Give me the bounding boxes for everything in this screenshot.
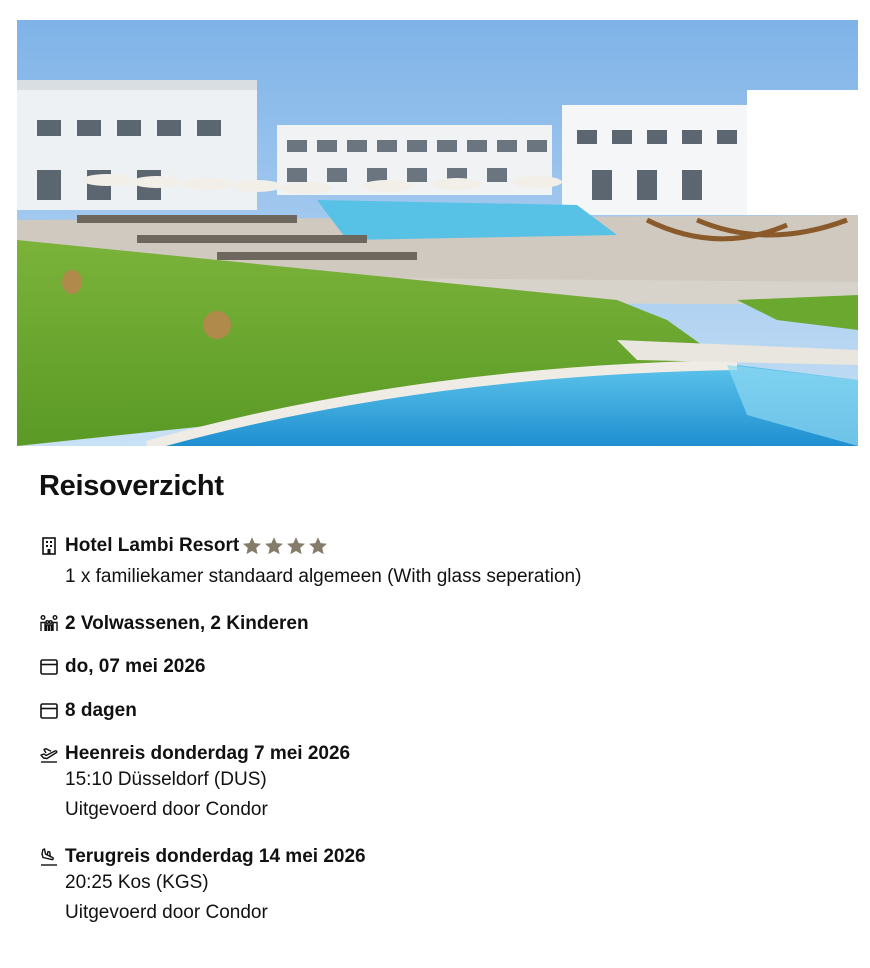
return-title: Terugreis donderdag 14 mei 2026 (65, 846, 366, 867)
hotel-photo (17, 20, 858, 446)
plane-arrival-icon (39, 846, 61, 868)
duration-text: 8 dagen (65, 700, 137, 721)
outbound-operator: Uitgevoerd door Condor (65, 799, 268, 820)
plane-departure-icon (39, 743, 61, 765)
calendar-icon (39, 656, 61, 678)
family-icon (39, 613, 61, 635)
outbound-time-airport: 15:10 Düsseldorf (DUS) (65, 769, 267, 790)
duration-row (39, 700, 137, 722)
hotel-row (39, 535, 329, 557)
star-icon (307, 535, 329, 557)
hotel-star-rating (241, 535, 329, 557)
return-operator: Uitgevoerd door Condor (65, 902, 268, 923)
return-flight-row (39, 846, 366, 868)
departure-date: do, 07 mei 2026 (65, 656, 206, 677)
star-icon (263, 535, 285, 557)
departure-date-row (39, 656, 205, 678)
page-title: Reisoverzicht (39, 470, 224, 502)
hotel-name: Hotel Lambi Resort (65, 535, 240, 556)
room-description: 1 x familiekamer standaard algemeen (With glass seperation) (65, 566, 582, 587)
star-icon (241, 535, 263, 557)
return-time-airport: 20:25 Kos (KGS) (65, 872, 209, 893)
building-icon (39, 535, 61, 557)
outbound-title: Heenreis donderdag 7 mei 2026 (65, 743, 351, 764)
travelers-row (39, 613, 309, 635)
outbound-flight-row (39, 743, 350, 765)
calendar-icon (39, 700, 61, 722)
travelers-text: 2 Volwassenen, 2 Kinderen (65, 613, 309, 634)
star-icon (285, 535, 307, 557)
